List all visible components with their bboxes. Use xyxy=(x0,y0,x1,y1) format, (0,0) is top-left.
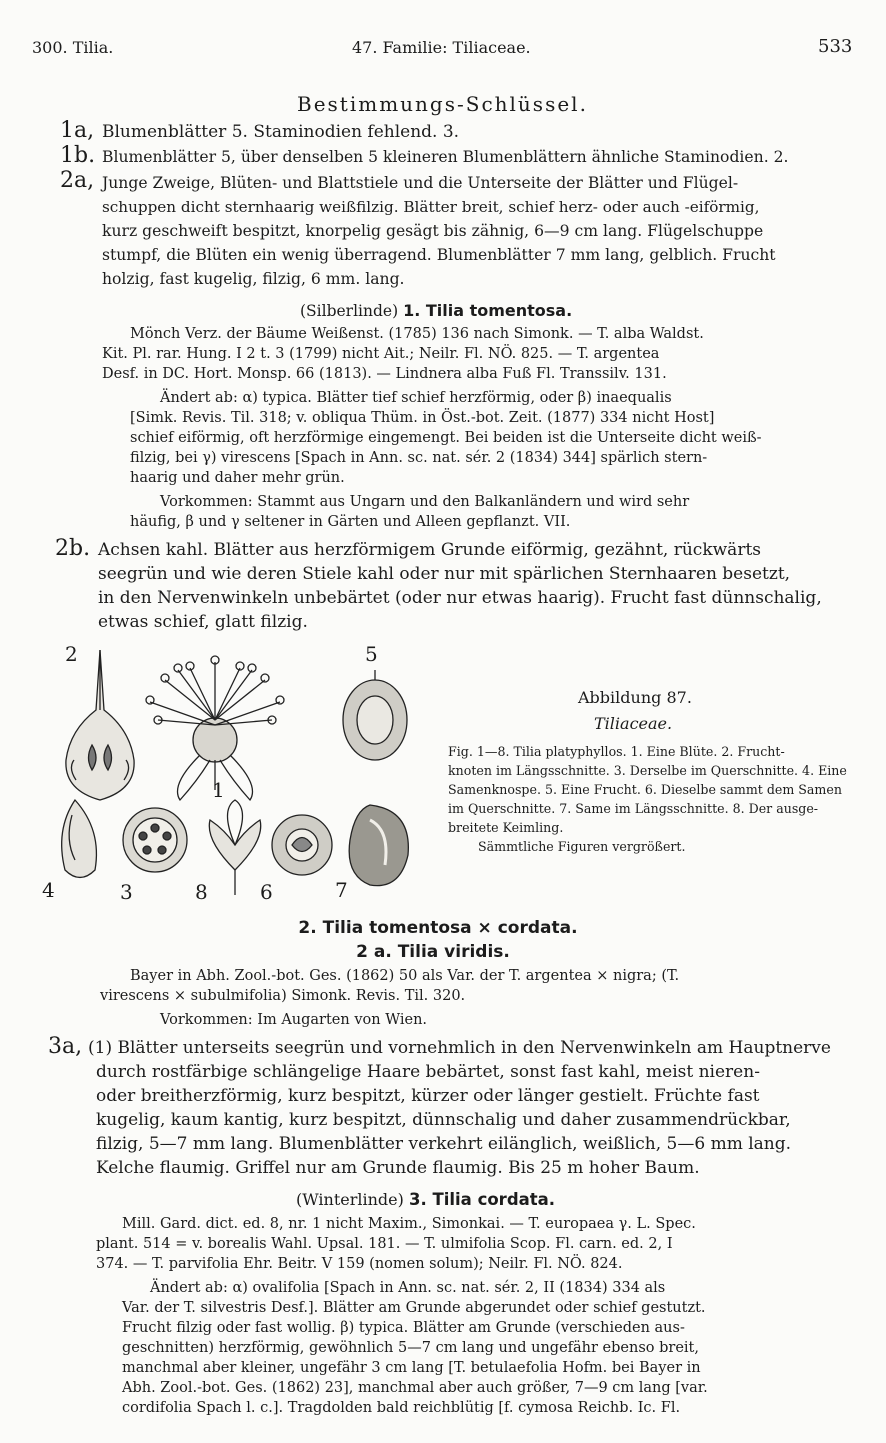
caption-line: Samenknospe. 5. Eine Frucht. 6. Dieselbe sammt dem Samen xyxy=(448,782,842,797)
occurrence-line: Vorkommen: Im Augarten von Wien. xyxy=(160,1012,428,1028)
caption-line: knoten im Längsschnitte. 3. Derselbe im Querschnitte. 4. Eine xyxy=(448,763,847,778)
species-2-name: 2. Tilia tomentosa × cordata. xyxy=(298,918,578,938)
key-3a-line: oder breitherzförmig, kurz bespitzt, kürzer oder länger gestielt. Früchte fast xyxy=(96,1086,760,1106)
figure-4-ovule xyxy=(62,800,97,878)
figure-number: 7 xyxy=(335,878,348,902)
key-label-1a: 1a, xyxy=(60,118,95,143)
caption-line: breitete Keimling. xyxy=(448,820,564,835)
key-2a-line: Junge Zweige, Blüten- und Blattstiele und die Unterseite der Blätter und Flügel- xyxy=(102,174,739,192)
key-2a-line: kurz geschweift bespitzt, knorpelig gesägt bis zähnig, 6—9 cm lang. Flügelschuppe xyxy=(102,222,764,240)
page-number: 533 xyxy=(818,36,853,57)
synonym-line: Kit. Pl. rar. Hung. I 2 t. 3 (1799) nicht Ait.; Neilr. Fl. NÖ. 825. — T. argentea xyxy=(102,346,660,362)
figure-title: Abbildung 87. xyxy=(578,688,692,707)
running-header-left: 300. Tilia. xyxy=(32,38,114,57)
key-label-3a: 3a, xyxy=(48,1034,83,1059)
species-3-common: (Winterlinde) xyxy=(296,1190,404,1209)
key-text-1a: Blumenblätter 5. Staminodien fehlend. 3. xyxy=(102,122,460,142)
synonym-line: virescens × subulmifolia) Simonk. Revis. Til. 320. xyxy=(100,988,466,1004)
species-1-title xyxy=(300,301,572,320)
figure-number: 6 xyxy=(260,880,273,904)
variation-line: schief eiförmig, oft herzförmige eingemengt. Bei beiden ist die Unterseite dicht weiß- xyxy=(130,430,762,446)
species-3-name: 3. Tilia cordata. xyxy=(408,1190,556,1209)
caption-line: Fig. 1—8. Tilia platyphyllos. 1. Eine Blüte. 2. Frucht- xyxy=(448,744,785,759)
variation-line: Frucht filzig oder fast wollig. β) typica. Blätter am Grunde (verschieden aus- xyxy=(122,1320,685,1336)
key-label-2a: 2a, xyxy=(60,168,95,193)
key-title: Bestimmungs-Schlüssel. xyxy=(297,92,588,116)
variation-line: cordifolia Spach l. c.]. Tragdolden bald reichblütig [f. cymosa Reichb. Ic. Fl. xyxy=(122,1400,681,1416)
variation-line: [Simk. Revis. Til. 318; v. obliqua Thüm. in Öst.-bot. Zeit. (1877) 334 nicht Host] xyxy=(130,410,715,426)
synonym-line: Desf. in DC. Hort. Monsp. 66 (1813). — Lindnera alba Fuß Fl. Transsilv. 131. xyxy=(102,366,667,382)
synonym-line: Mönch Verz. der Bäume Weißenst. (1785) 136 nach Simonk. — T. alba Waldst. xyxy=(130,326,704,342)
species-1-common: (Silberlinde) xyxy=(300,302,399,320)
figure-6-fruit-section xyxy=(272,815,332,875)
variation-line: Ändert ab: α) ovalifolia [Spach in Ann. sc. nat. sér. 2, II (1834) 334 als xyxy=(150,1280,666,1296)
figure-number: 4 xyxy=(42,878,55,902)
key-3a-line: kugelig, kaum kantig, kurz bespitzt, dünnschalig und daher zusammendrückbar, xyxy=(96,1110,791,1130)
key-text-1b: Blumenblätter 5, über denselben 5 kleineren Blumenblättern ähnliche Staminodien. 2. xyxy=(102,148,789,166)
key-2b-line: Achsen kahl. Blätter aus herzförmigem Grunde eiförmig, gezähnt, rückwärts xyxy=(98,540,761,560)
species-1-name: 1. Tilia tomentosa. xyxy=(403,301,573,320)
figure-number: 2 xyxy=(65,642,78,666)
occurrence-line: Vorkommen: Stammt aus Ungarn und den Balkanländern und wird sehr xyxy=(160,494,690,510)
key-3a-line: durch rostfärbige schlängelige Haare bebärtet, sonst fast kahl, meist nieren- xyxy=(96,1062,760,1082)
figure-5-fruit xyxy=(343,670,407,760)
key-2a-line: schuppen dicht sternhaarig weißfilzig. Blätter breit, schief herz- oder auch -eiförmig, xyxy=(102,198,760,216)
figure-number: 3 xyxy=(120,880,133,904)
running-header-center: 47. Familie: Tiliaceae. xyxy=(352,38,531,57)
key-2a-line: stumpf, die Blüten ein wenig überragend. Blumenblätter 7 mm lang, gelblich. Frucht xyxy=(102,246,776,264)
species-3-title xyxy=(296,1190,555,1209)
synonym-line: Bayer in Abh. Zool.-bot. Ges. (1862) 50 als Var. der T. argentea × nigra; (T. xyxy=(130,968,680,984)
caption-line: Sämmtliche Figuren vergrößert. xyxy=(478,839,686,854)
figure-8-embryo xyxy=(209,800,260,895)
key-2b-line: in den Nervenwinkeln unbebärtet (oder nur etwas haarig). Frucht fast dünnschalig, xyxy=(98,588,822,608)
figure-caption xyxy=(448,742,858,856)
figure-drawing xyxy=(40,640,440,910)
key-3a-line: (1) Blätter unterseits seegrün und vornehmlich in den Nervenwinkeln am Hauptnerve xyxy=(88,1038,831,1058)
species-2-subname: 2 a. Tilia viridis. xyxy=(356,942,510,962)
variation-line: geschnitten) herzförmig, gewöhnlich 5—7 cm lang und ungefähr ebenso breit, xyxy=(122,1340,699,1356)
caption-line: im Querschnitte. 7. Same im Längsschnitte. 8. Der ausge- xyxy=(448,801,819,816)
botanical-figure xyxy=(40,640,440,910)
key-2b-line: seegrün und wie deren Stiele kahl oder nur mit spärlichen Sternhaaren besetzt, xyxy=(98,564,791,584)
occurrence-line: häufig, β und γ seltener in Gärten und Alleen gepflanzt. VII. xyxy=(130,514,571,530)
figure-3-cross-section xyxy=(123,808,187,872)
synonym-line: 374. — T. parvifolia Ehr. Beitr. V 159 (nomen solum); Neilr. Fl. NÖ. 824. xyxy=(96,1256,623,1272)
variation-line: filzig, bei γ) virescens [Spach in Ann. sc. nat. sér. 2 (1834) 344] spärlich stern- xyxy=(130,450,708,466)
key-2a-line: holzig, fast kugelig, filzig, 6 mm. lang. xyxy=(102,270,405,288)
figure-7-seed-section xyxy=(349,805,408,886)
figure-family: Tiliaceae. xyxy=(594,714,673,733)
variation-line: manchmal aber kleiner, ungefähr 3 cm lang [T. betulaefolia Hofm. bei Bayer in xyxy=(122,1360,701,1376)
key-3a-line: Kelche flaumig. Griffel nur am Grunde flaumig. Bis 25 m hoher Baum. xyxy=(96,1158,700,1178)
figure-number: 8 xyxy=(195,880,208,904)
variation-line: Abh. Zool.-bot. Ges. (1862) 23], manchmal aber auch größer, 7—9 cm lang [var. xyxy=(122,1380,708,1396)
variation-line: Var. der T. silvestris Desf.]. Blätter am Grunde abgerundet oder schief gestutzt. xyxy=(122,1300,706,1316)
figure-number: 5 xyxy=(365,642,378,666)
variation-line: Ändert ab: α) typica. Blätter tief schief herzförmig, oder β) inaequalis xyxy=(160,390,672,406)
figure-number: 1 xyxy=(212,778,225,802)
key-2b-line: etwas schief, glatt filzig. xyxy=(98,612,308,632)
key-3a-line: filzig, 5—7 mm lang. Blumenblätter verkehrt eilänglich, weißlich, 5—6 mm lang. xyxy=(96,1134,792,1154)
figure-2-ovary-section xyxy=(66,650,134,800)
key-label-1b: 1b. xyxy=(60,143,96,168)
variation-line: haarig und daher mehr grün. xyxy=(130,470,345,486)
key-label-2b: 2b. xyxy=(55,536,91,561)
synonym-line: Mill. Gard. dict. ed. 8, nr. 1 nicht Maxim., Simonkai. — T. europaea γ. L. Spec. xyxy=(122,1216,696,1232)
synonym-line: plant. 514 = v. borealis Wahl. Upsal. 181. — T. ulmifolia Scop. Fl. carn. ed. 2, I xyxy=(96,1236,673,1252)
